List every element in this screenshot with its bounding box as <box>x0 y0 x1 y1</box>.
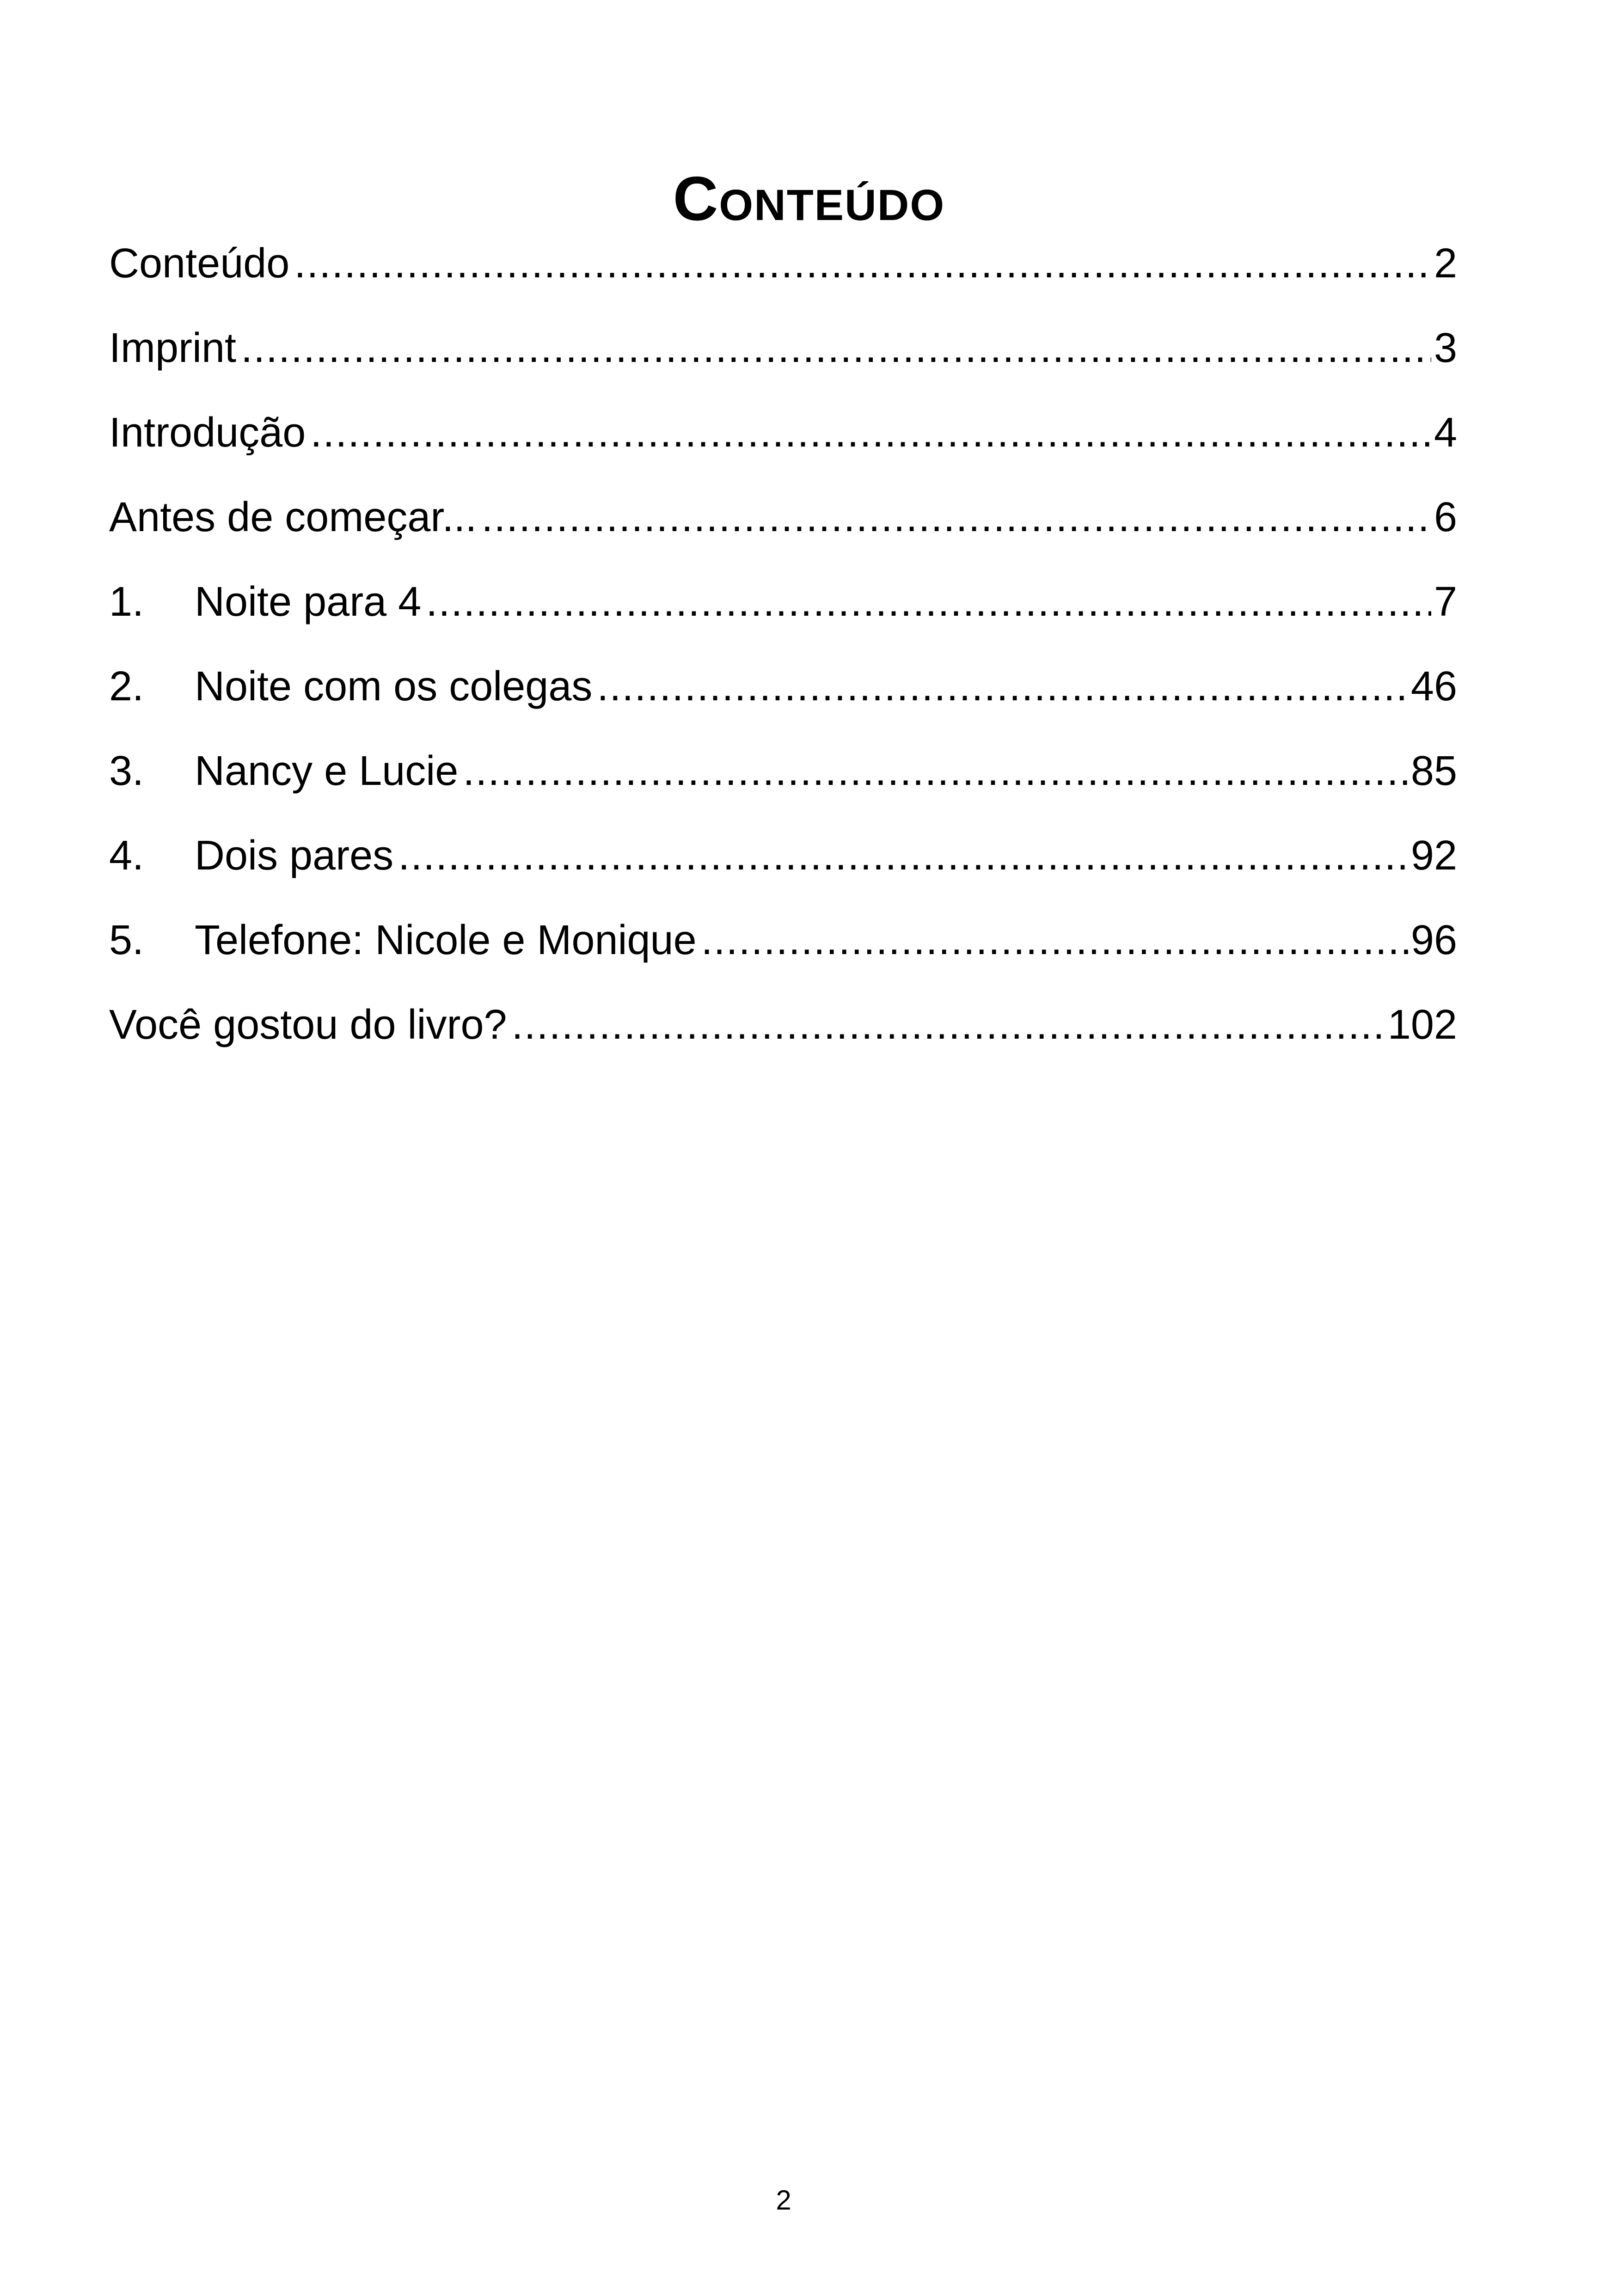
dot-leader <box>512 992 1385 1057</box>
dot-leader <box>597 654 1408 719</box>
dot-leader <box>398 823 1408 888</box>
toc-entry-label: Dois pares <box>195 833 394 879</box>
dot-leader <box>310 400 1431 465</box>
toc-entry[interactable] <box>109 739 1457 823</box>
toc-entry-label: Conteúdo <box>109 240 290 287</box>
toc-entry[interactable] <box>109 908 1457 992</box>
toc-entry[interactable] <box>109 992 1457 1077</box>
toc-entry-number: 5. <box>109 917 144 963</box>
toc-entry-page: 2 <box>1434 240 1457 287</box>
toc-entry-page: 3 <box>1434 325 1457 371</box>
toc-entry-page: 6 <box>1434 494 1457 540</box>
page-title: Conteúdo <box>673 164 945 234</box>
dot-leader <box>463 739 1408 803</box>
toc-entry-page: 85 <box>1410 748 1457 794</box>
dot-leader <box>241 316 1431 380</box>
table-of-contents <box>109 231 1457 1077</box>
toc-entry-number: 2. <box>109 663 144 710</box>
toc-entry[interactable] <box>109 485 1457 569</box>
toc-entry-label: Telefone: Nicole e Monique <box>195 917 697 963</box>
toc-entry[interactable] <box>109 400 1457 485</box>
toc-entry-page: 96 <box>1410 917 1457 963</box>
toc-entry-label: Nancy e Lucie <box>195 748 459 794</box>
dot-leader <box>481 485 1431 550</box>
dot-leader <box>294 231 1431 296</box>
toc-entry-label: Noite para 4 <box>195 579 422 625</box>
toc-entry-number: 3. <box>109 748 144 794</box>
toc-entry[interactable] <box>109 569 1457 654</box>
toc-entry-page: 102 <box>1387 1002 1457 1048</box>
toc-entry-label: Introdução <box>109 410 306 456</box>
toc-entry[interactable] <box>109 823 1457 908</box>
toc-entry-label: Imprint <box>109 325 237 371</box>
toc-entry[interactable] <box>109 316 1457 400</box>
toc-entry-page: 7 <box>1434 579 1457 625</box>
page-number: 2 <box>776 2185 791 2216</box>
toc-entry-label: Noite com os colegas <box>195 663 593 710</box>
toc-entry[interactable] <box>109 231 1457 316</box>
toc-entry[interactable] <box>109 654 1457 739</box>
toc-entry-number: 4. <box>109 833 144 879</box>
toc-entry-label: Você gostou do livro? <box>109 1002 507 1048</box>
toc-entry-page: 4 <box>1434 410 1457 456</box>
dot-leader <box>426 569 1431 634</box>
toc-entry-label: Antes de começar... <box>109 494 477 540</box>
toc-entry-number: 1. <box>109 579 144 625</box>
toc-entry-page: 46 <box>1410 663 1457 710</box>
toc-entry-page: 92 <box>1410 833 1457 879</box>
dot-leader <box>701 908 1408 973</box>
